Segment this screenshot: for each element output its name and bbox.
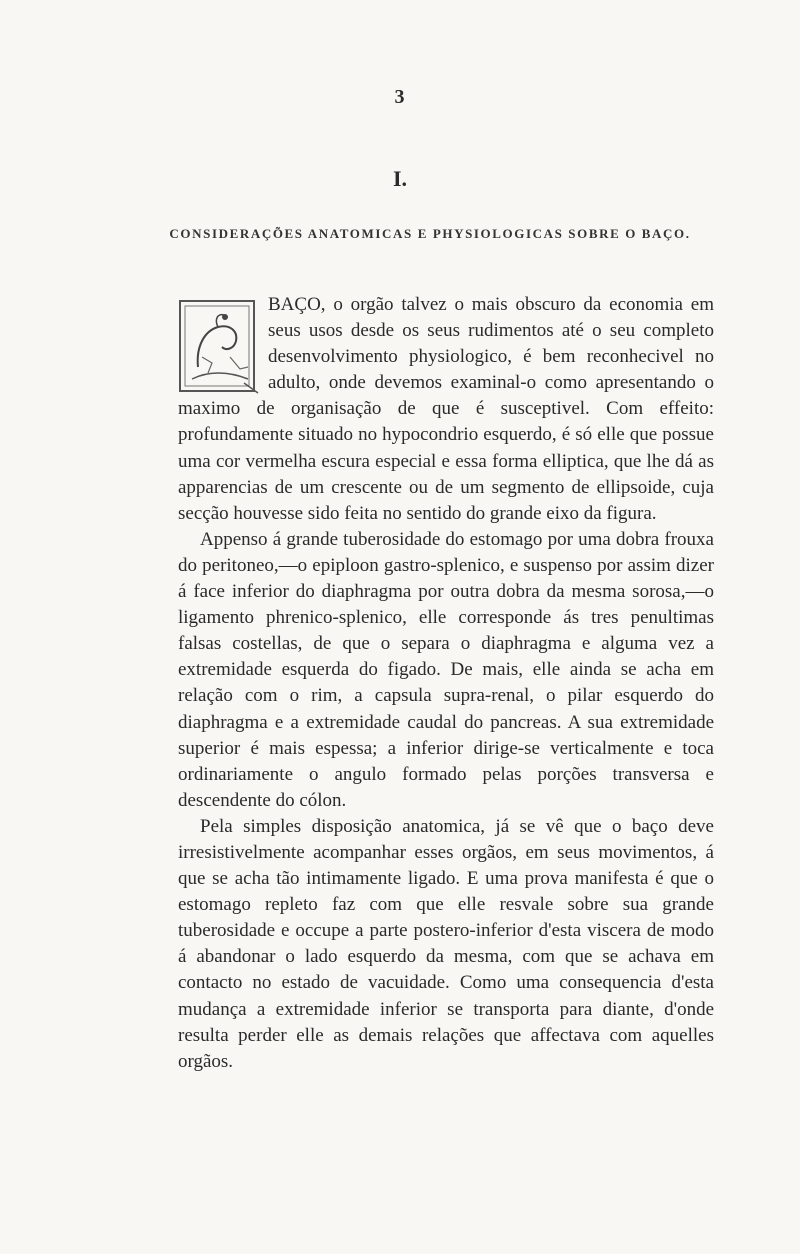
paragraph-2: Appenso á grande tuberosidade do estomago por uma dobra frouxa do peritoneo,—o epiploon gastro-splenico, e suspenso por assim dizer á face inferior do diaphragma por outra dobra da mesma sorosa,—o ligamento phrenico-splenico, elle corresponde ás tres penultimas falsas costellas, de que o separa o diaphragma e alguma vez a extremidade esquerda do figado. De mais, elle ainda se acha em relação com o rim, a capsula supra-renal, o pilar esquerdo do diaphragma e a extremidade caudal do pancreas. A sua extremidade superior é mais espessa; a inferior dirige-se verticalmente e toca ordinariamente o angulo formado pelas porções transversa e descendente do cólon.	[178, 528, 714, 811]
body-text	[178, 292, 714, 1075]
chapter-title: CONSIDERAÇÕES ANATOMICAS E PHYSIOLOGICAS SOBRE O BAÇO.	[169, 226, 691, 241]
dropcap-spacer	[178, 292, 264, 396]
page-number: 3	[394, 86, 406, 108]
paragraph-3: Pela simples disposição anatomica, já se vê que o baço deve irresistivelmente acompanhar esses orgãos, em seus movimentos, á que se acha tão intimamente ligado. E uma prova manifesta é que o estomago repleto faz com que elle resvale sobre sua grande tuberosidade e occupe a parte postero-inferior d'esta viscera de modo á abandonar o lado esquerdo da mesma, com que se achava em contacto no estado de vacuidade. Como uma consequencia d'esta mudança a extremidade inferior se transporta para diante, d'onde resulta perder elle as demais relações que affectava com aquelles orgãos.	[178, 815, 714, 1072]
paragraph-1: BAÇO, o orgão talvez o mais obscuro da economia em seus usos desde os seus rudimentos até o seu completo desenvolvimento physiologico, é bem reconhecivel no adulto, onde devemos examinal-o como apresentando o maximo de organisação de que é susceptivel. Com effeito: profundamente situado no hypocondrio esquerdo, é só elle que possue uma cor vermelha escura especial e essa forma elliptica, que lhe dá as apparencias de um crescente ou de um segmento de ellipsoide, cuja secção houvesse sido feita no sentido do grande eixo da figura.	[178, 294, 714, 524]
chapter-number: I.	[392, 166, 408, 191]
